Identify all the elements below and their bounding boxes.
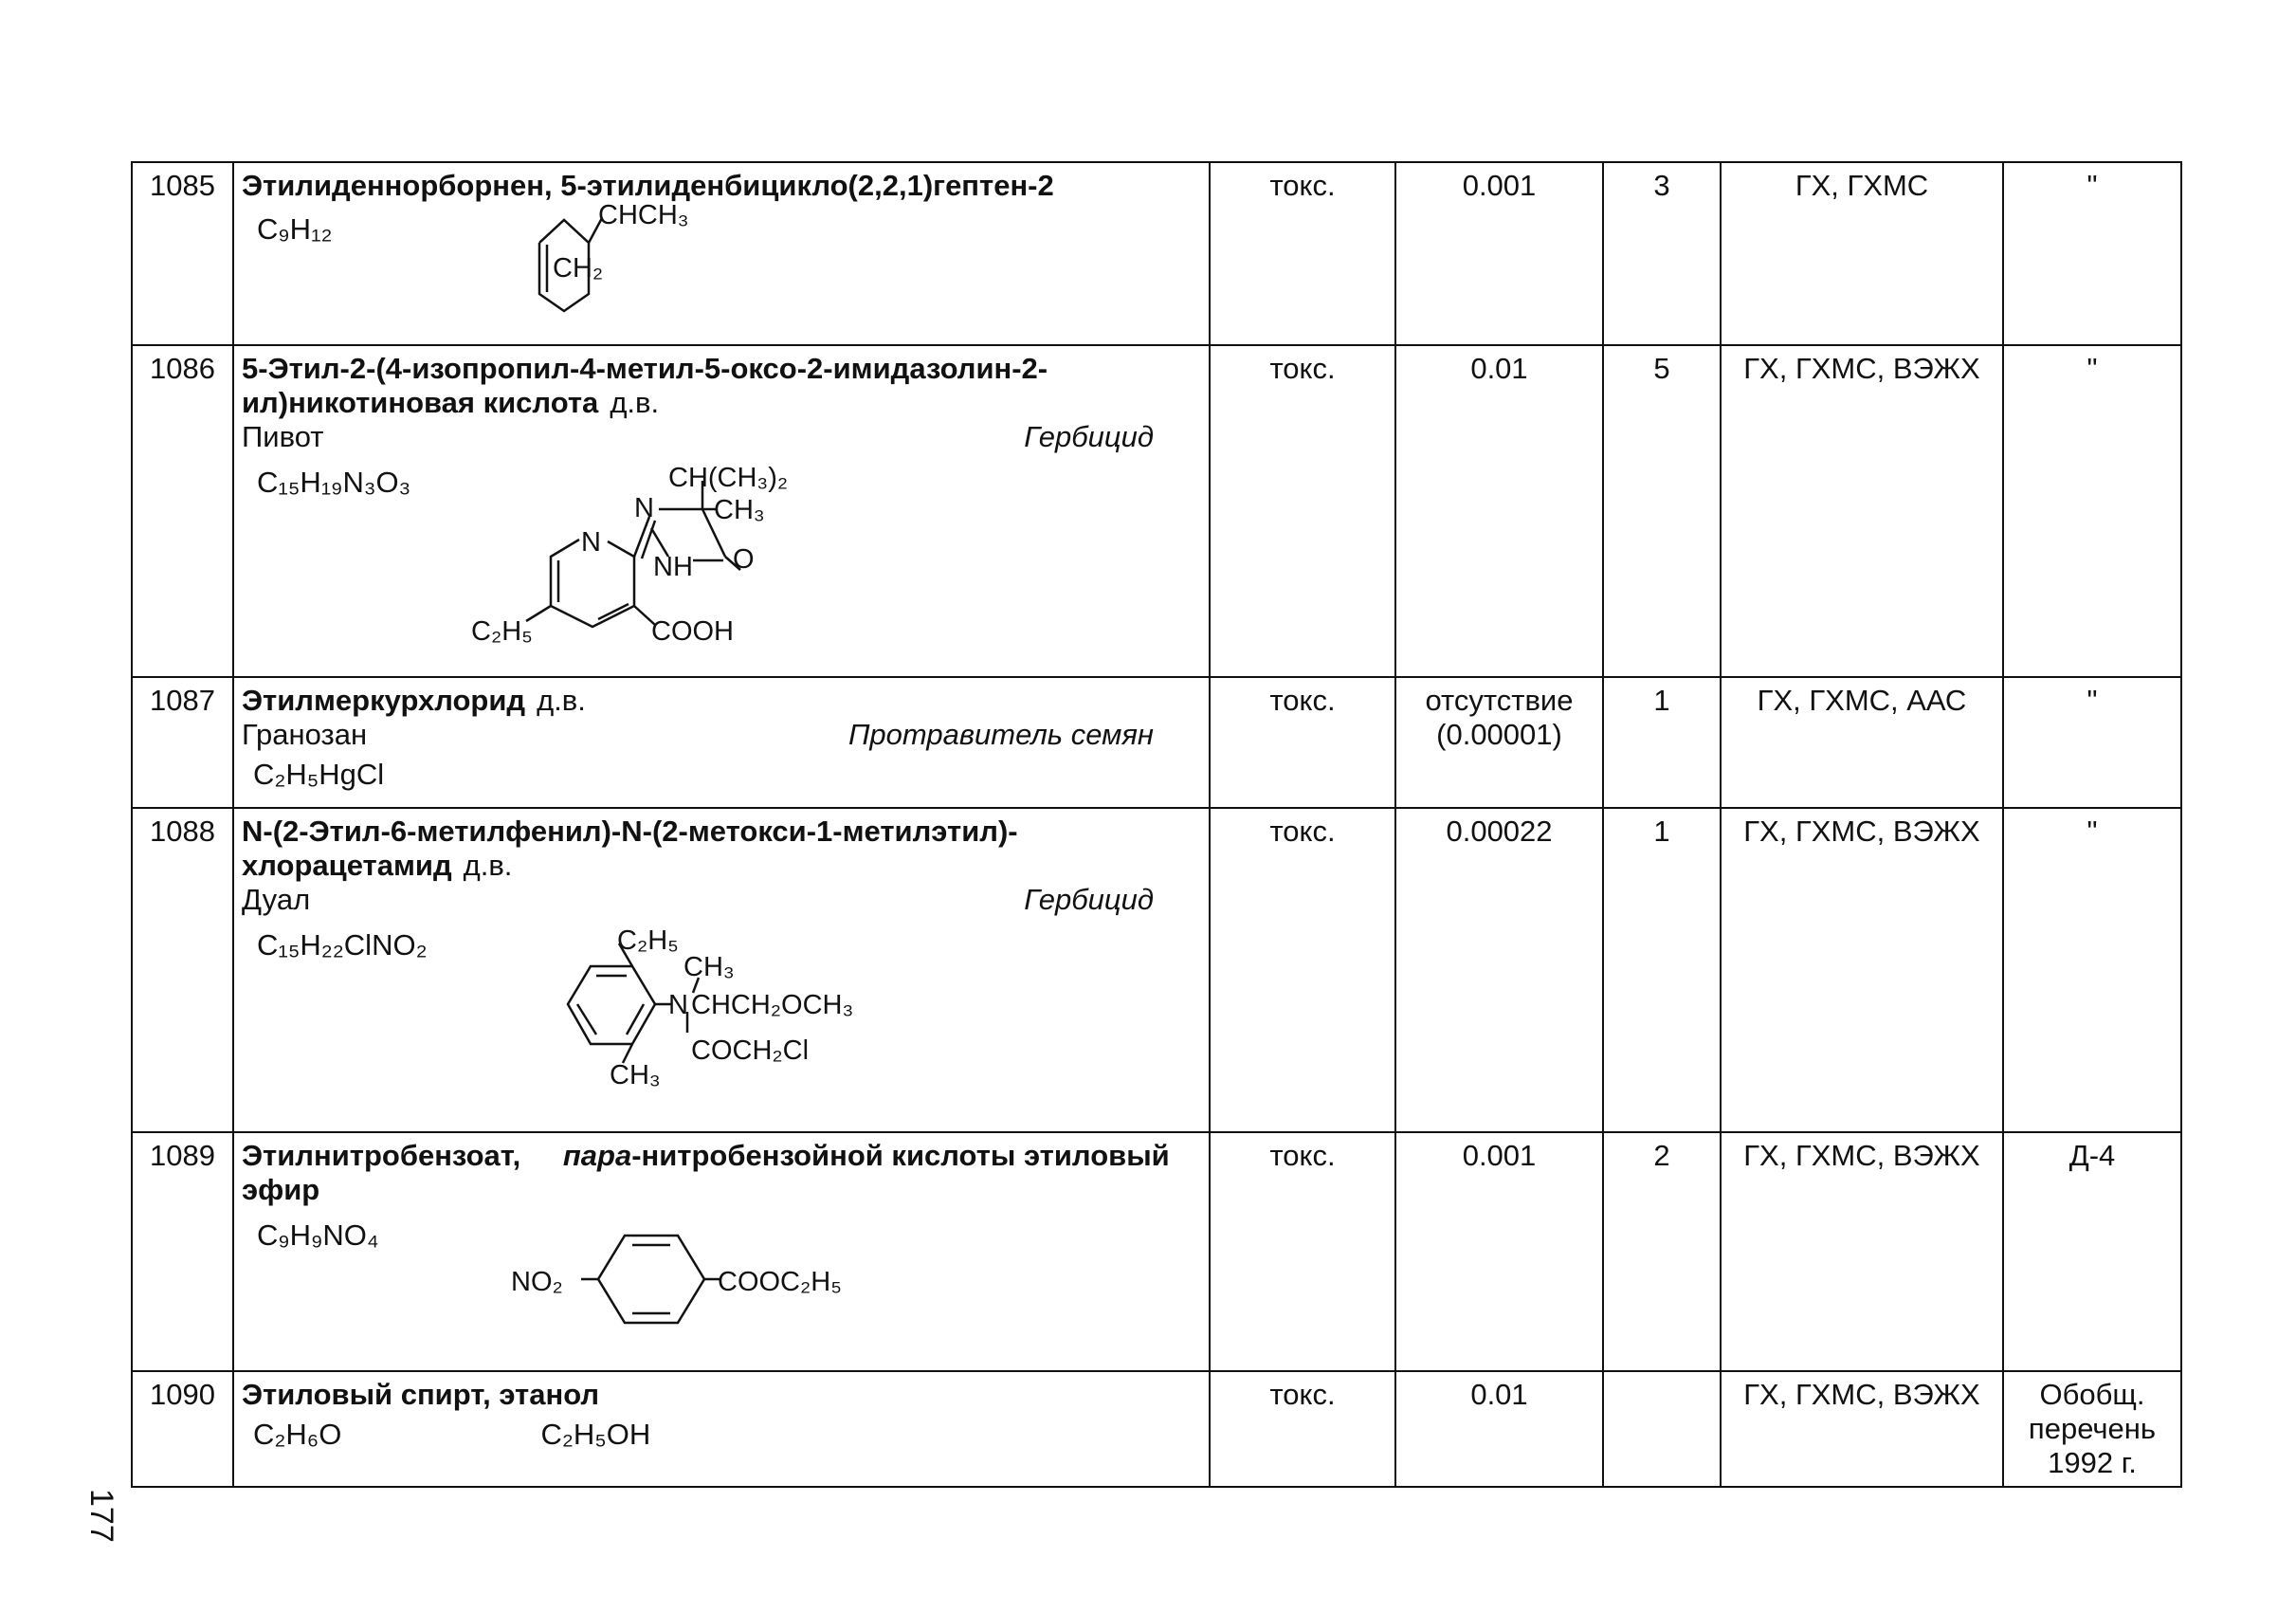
molecular-formula: C₂H₆O: [253, 1418, 342, 1451]
row-number: 1085: [132, 162, 233, 345]
struct-label: CH₃: [714, 495, 765, 525]
source-ref: Обобщ. перечень 1992 г.: [2003, 1371, 2181, 1487]
substances-table: [131, 161, 2182, 1488]
usage: Протравитель семян: [847, 718, 1154, 751]
source-ref: ": [2003, 345, 2181, 677]
table-row: [132, 162, 2181, 345]
struct-label: O: [733, 544, 755, 575]
hazard-type: токс.: [1210, 1132, 1395, 1371]
limit-value: 0.00022: [1395, 808, 1603, 1132]
usage: Гербицид: [1024, 420, 1154, 453]
struct-label: NH: [653, 552, 693, 582]
substance-cell: [233, 1132, 1210, 1371]
table-row: [132, 808, 2181, 1132]
trade-name: Гранозан: [242, 718, 368, 751]
analysis-methods: ГХ, ГХМС, ВЭЖХ: [1721, 808, 2003, 1132]
hazard-type: токс.: [1210, 1371, 1395, 1487]
row-number: 1086: [132, 345, 233, 677]
trade-name: Дуал: [242, 883, 311, 916]
substance-name: 5-Этил-2-(4-изопропил-4-метил-5-оксо-2-имидазолин-2-ил)никотиновая кислота: [242, 352, 1048, 419]
trade-name: Пивот: [242, 420, 324, 453]
active-substance-mark: д.в.: [537, 684, 586, 717]
struct-label: CHCH₂OCH₃: [691, 990, 854, 1020]
struct-label: C₂H₅: [471, 616, 533, 644]
substance-cell: [233, 808, 1210, 1132]
limit-value: 0.01: [1395, 345, 1603, 677]
row-number: 1090: [132, 1371, 233, 1487]
molecular-formula: C₁₅H₁₉N₃O₃: [257, 466, 411, 499]
source-ref: ": [2003, 808, 2181, 1132]
limit-value: 0.001: [1395, 162, 1603, 345]
struct-label: COOH: [651, 616, 734, 644]
struct-label: CHCH₃: [598, 203, 689, 230]
substance-cell: [233, 677, 1210, 808]
substance-name: N-(2-Этил-6-метилфенил)-N-(2-метокси-1-метилэтил)-хлорацетамид: [242, 815, 1018, 882]
struct-label: NO₂: [511, 1267, 563, 1297]
analysis-methods: ГХ, ГХМС, ВЭЖХ: [1721, 1371, 2003, 1487]
molecular-formula: C₂H₅HgCl: [253, 758, 385, 791]
substance-name: Этилиденнорборнен, 5-этилиденбицикло(2,2,1)гептен-2: [242, 169, 1054, 202]
source-ref: ": [2003, 162, 2181, 345]
substance-cell: [233, 1371, 1210, 1487]
table-row: [132, 677, 2181, 808]
struct-label: COCH₂Cl: [691, 1035, 810, 1066]
hazard-class: [1603, 1371, 1721, 1487]
table-row: [132, 1371, 2181, 1487]
substance-cell: [233, 162, 1210, 345]
substance-name: Этилнитробензоат, пара-нитробензойной кислоты этиловый эфир: [242, 1139, 1170, 1206]
limit-value: 0.001: [1395, 1132, 1603, 1371]
struct-label: N: [668, 990, 688, 1020]
structure-diagram: [507, 1207, 943, 1340]
hazard-class: 2: [1603, 1132, 1721, 1371]
struct-label: CH₃: [683, 952, 735, 982]
hazard-type: токс.: [1210, 677, 1395, 808]
active-substance-mark: д.в.: [463, 849, 513, 882]
active-substance-mark: д.в.: [610, 386, 660, 419]
struct-label: C₂H₅: [617, 925, 679, 956]
row-number: 1087: [132, 677, 233, 808]
molecular-formula: C₁₅H₂₂ClNO₂: [257, 928, 428, 962]
hazard-class: 1: [1603, 677, 1721, 808]
hazard-type: токс.: [1210, 162, 1395, 345]
limit-value: 0.01: [1395, 1371, 1603, 1487]
table-row: [132, 1132, 2181, 1371]
substance-cell: [233, 345, 1210, 677]
molecular-formula: C₉H₁₂: [257, 212, 333, 246]
hazard-class: 1: [1603, 808, 1721, 1132]
structure-diagram: [403, 454, 820, 644]
struct-label: COOC₂H₅: [718, 1267, 842, 1297]
row-number: 1088: [132, 808, 233, 1132]
substance-name: Этиловый спирт, этанол: [242, 1378, 600, 1411]
molecular-formula: C₉H₉NO₄: [257, 1218, 379, 1252]
source-ref: ": [2003, 677, 2181, 808]
structure-diagram: [507, 203, 754, 326]
struct-label: CH₃: [610, 1060, 661, 1090]
analysis-methods: ГХ, ГХМС, ААС: [1721, 677, 2003, 808]
struct-label: CH₂: [553, 253, 604, 284]
substance-name: Этилмеркурхлорид: [242, 684, 526, 717]
struct-label: CH(CH₃)₂: [668, 463, 789, 493]
source-ref: Д-4: [2003, 1132, 2181, 1371]
page-number: 177: [83, 1489, 119, 1543]
limit-value: отсутствие (0.00001): [1395, 677, 1603, 808]
table-row: [132, 345, 2181, 677]
row-number: 1089: [132, 1132, 233, 1371]
struct-label: N: [581, 527, 601, 558]
analysis-methods: ГХ, ГХМС, ВЭЖХ: [1721, 345, 2003, 677]
hazard-class: 3: [1603, 162, 1721, 345]
hazard-type: токс.: [1210, 345, 1395, 677]
struct-label: N: [634, 493, 654, 523]
structural-formula: C₂H₅OH: [540, 1418, 651, 1451]
analysis-methods: ГХ, ГХМС, ВЭЖХ: [1721, 1132, 2003, 1371]
usage: Гербицид: [1024, 883, 1154, 916]
analysis-methods: ГХ, ГХМС: [1721, 162, 2003, 345]
structure-diagram: [498, 917, 953, 1103]
hazard-type: токс.: [1210, 808, 1395, 1132]
hazard-class: 5: [1603, 345, 1721, 677]
